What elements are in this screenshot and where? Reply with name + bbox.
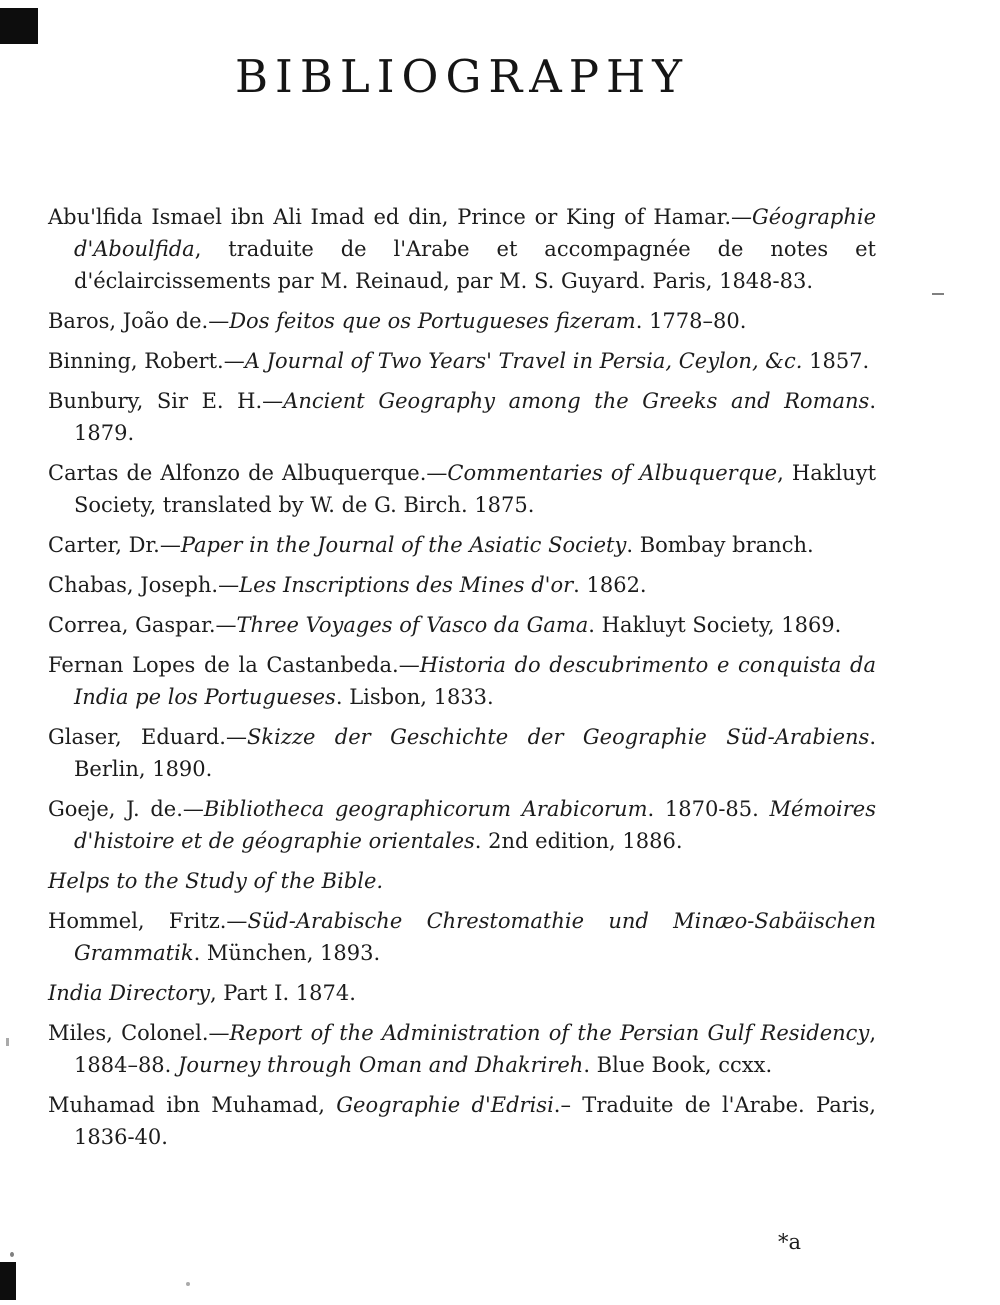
scan-artifact-top-left: [0, 8, 38, 44]
entry-work-title: Commentaries of Albuquerque: [447, 461, 778, 485]
bibliography-entry: [48, 345, 876, 377]
entry-text: Carter, Dr.—: [48, 533, 181, 557]
bibliography-entry: [48, 793, 876, 857]
bibliography-entry: [48, 977, 876, 1009]
bibliography-entry: [48, 305, 876, 337]
entry-text: Binning, Robert.—: [48, 349, 245, 373]
bibliography-entry: [48, 649, 876, 713]
entry-work-title: Report of the Administration of the Persian Gulf Residency: [229, 1021, 870, 1045]
entry-text: Cartas de Alfonzo de Albuquerque.—: [48, 461, 448, 485]
bibliography-entry: [48, 201, 876, 297]
entry-work-title: Skizze der Geschichte der Geographie Süd-Arabiens: [247, 725, 870, 749]
bibliography-entry: [48, 529, 876, 561]
entry-text: Miles, Colonel.—: [48, 1021, 230, 1045]
bibliography-entry: [48, 905, 876, 969]
bibliography-entry: [48, 721, 876, 785]
bibliography-entry: [48, 1017, 876, 1081]
entry-text: Correa, Gaspar.—: [48, 613, 237, 637]
entry-text: 1857.: [802, 349, 870, 373]
entry-text: . 1870-85.: [647, 797, 770, 821]
bibliography-entry: [48, 385, 876, 449]
entry-text: . 1879.: [74, 389, 877, 445]
entry-work-title: A Journal of Two Years' Travel in Persia, Ceylon, &c.: [244, 349, 803, 373]
entry-work-title: Géographie d'Aboulfida: [74, 205, 876, 261]
entry-work-title: Helps to the Study of the Bible.: [48, 869, 384, 893]
scan-speck: [10, 1252, 14, 1257]
entry-text: . Berlin, 1890.: [74, 725, 876, 781]
entry-text: . Blue Book, ccxx.: [583, 1053, 773, 1077]
entry-text: , 1884–88.: [74, 1021, 876, 1077]
entry-text: , traduite de l'Arabe et accompagnée de notes et d'éclaircissements par M. Reinaud, par M. S. Guyard. Paris, 1848-83.: [74, 237, 876, 293]
scan-speck: [932, 293, 944, 295]
bibliography-entry: [48, 457, 876, 521]
entry-text: Fernan Lopes de la Castanbeda.—: [48, 653, 420, 677]
scan-speck: [6, 1038, 9, 1046]
entry-work-title: Historia do descubrimento e conquista da India pe los Portugueses: [74, 653, 876, 709]
entry-text: . 1862.: [573, 573, 647, 597]
entry-text: . Lisbon, 1833.: [335, 685, 494, 709]
entry-text: Chabas, Joseph.—: [48, 573, 240, 597]
entry-text: Muhamad ibn Muhamad,: [48, 1093, 337, 1117]
entry-text: Bunbury, Sir E. H.—: [48, 389, 284, 413]
entry-work-title: Ancient Geography among the Greeks and Romans: [283, 389, 870, 413]
page-title: BIBLIOGRAPHY: [234, 50, 690, 103]
text-block: [48, 0, 876, 1161]
entry-work-title: Süd-Arabische Chrestomathie und Minæo-Sabäischen Grammatik: [74, 909, 877, 965]
entry-text: , Hakluyt Society, translated by W. de G. Birch. 1875.: [74, 461, 877, 517]
entry-text: Baros, João de.—: [48, 309, 230, 333]
entry-text: . München, 1893.: [193, 941, 381, 965]
entry-text: . Hakluyt Society, 1869.: [588, 613, 842, 637]
entry-work-title: Les Inscriptions des Mines d'or: [239, 573, 574, 597]
entry-work-title: Three Voyages of Vasco da Gama: [236, 613, 589, 637]
bibliography-entry: [48, 569, 876, 601]
entry-work-title: Geographie d'Edrisi: [336, 1093, 554, 1117]
scan-speck: [186, 1282, 190, 1286]
entry-text: Hommel, Fritz.—: [48, 909, 248, 933]
entry-work-title: Paper in the Journal of the Asiatic Society: [180, 533, 627, 557]
scan-artifact-bottom-left: [0, 1262, 16, 1300]
entry-text: . 1778–80.: [635, 309, 747, 333]
entry-text: . 2nd edition, 1886.: [474, 829, 683, 853]
entry-text: Goeje, J. de.—: [48, 797, 204, 821]
entry-text: . Bombay branch.: [626, 533, 814, 557]
signature-mark: *a: [778, 1230, 802, 1254]
bibliography-entry: [48, 1089, 876, 1153]
bibliography-entry: [48, 609, 876, 641]
entry-text: Abu'lfida Ismael ibn Ali Imad ed din, Prince or King of Hamar.—: [48, 205, 753, 229]
entry-work-title: Mémoires d'histoire et de géographie orientales: [74, 797, 876, 853]
entry-work-title: Journey through Oman and Dhakrireh: [178, 1053, 584, 1077]
entry-work-title: Dos feitos que os Portugueses fizeram: [229, 309, 636, 333]
bibliography-list: [48, 201, 876, 1153]
entry-work-title: India Directory: [48, 981, 210, 1005]
entry-work-title: Bibliotheca geographicorum Arabicorum: [203, 797, 648, 821]
entry-text: .– Traduite de l'Arabe. Paris, 1836-40.: [74, 1093, 876, 1149]
bibliography-entry: [48, 865, 876, 897]
entry-text: , Part I. 1874.: [209, 981, 356, 1005]
entry-text: Glaser, Eduard.—: [48, 725, 247, 749]
